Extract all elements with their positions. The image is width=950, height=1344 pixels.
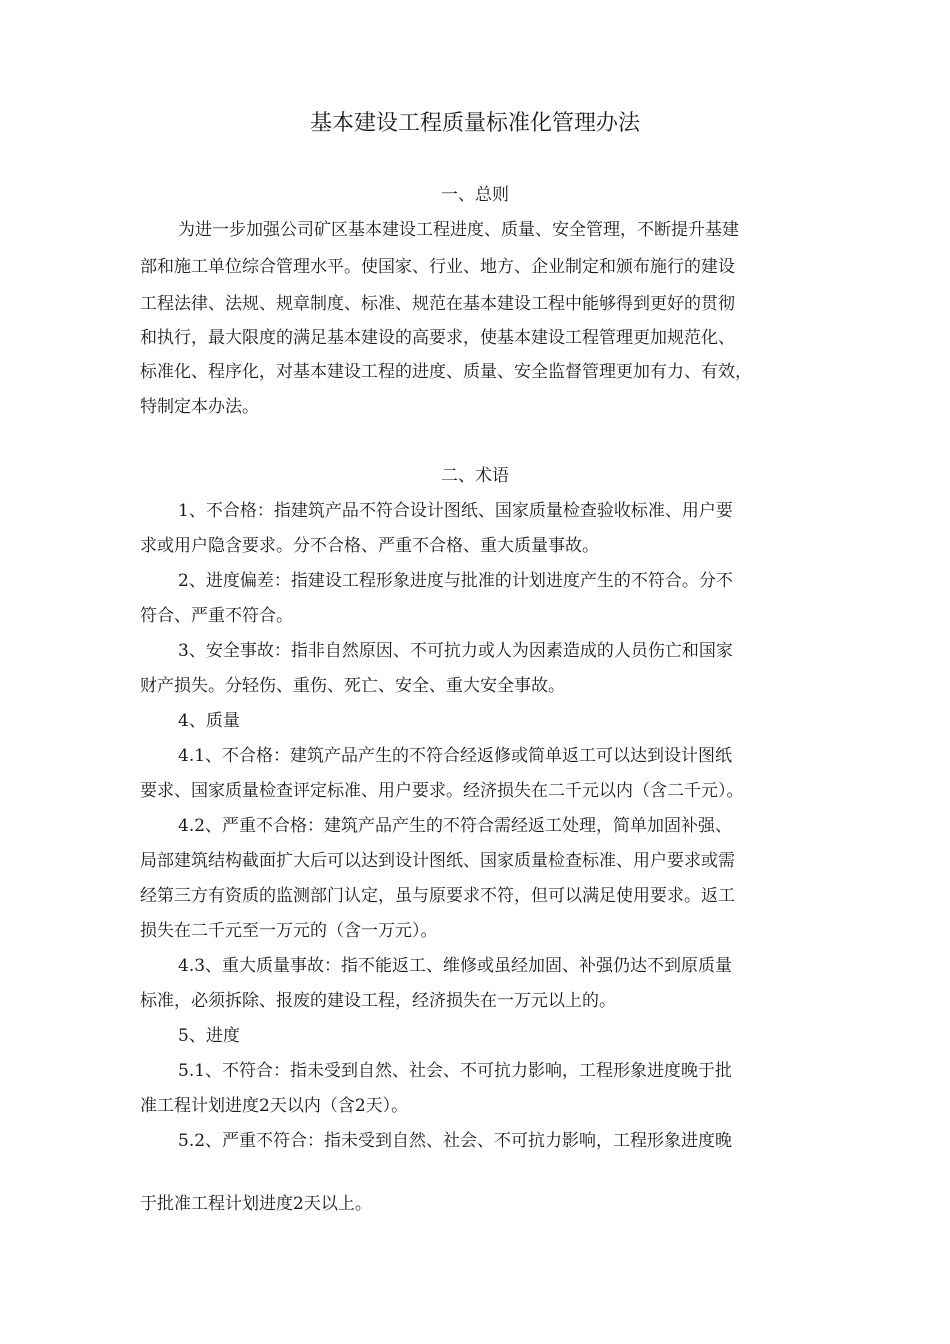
paragraph-line: 财产损失。分轻伤、重伤、死亡、安全、重大安全事故。 xyxy=(140,676,565,696)
section-heading-general: 一、总则 xyxy=(441,185,509,205)
paragraph-line: 标准，必须拆除、报废的建设工程，经济损失在一万元以上的。 xyxy=(140,991,616,1011)
section-heading-terms: 二、术语 xyxy=(441,466,509,486)
paragraph-line: 符合、严重不符合。 xyxy=(140,606,293,626)
paragraph-line: 4.2、严重不合格：建筑产品产生的不符合需经返工处理，简单加固补强、 xyxy=(178,816,733,836)
paragraph-line: 为进一步加强公司矿区基本建设工程进度、质量、安全管理，不断提升基建 xyxy=(178,220,739,240)
paragraph-line: 部和施工单位综合管理水平。使国家、行业、地方、企业制定和颁布施行的建设 xyxy=(140,257,735,277)
paragraph-line: 要求、国家质量检查评定标准、用户要求。经济损失在二千元以内（含二千元）。 xyxy=(140,781,744,801)
paragraph-line: 经第三方有资质的监测部门认定，虽与原要求不符，但可以满足使用要求。返工 xyxy=(140,886,735,906)
paragraph-line: 3、安全事故：指非自然原因、不可抗力或人为因素造成的人员伤亡和国家 xyxy=(178,641,733,661)
paragraph-line: 2、进度偏差：指建设工程形象进度与批准的计划进度产生的不符合。分不 xyxy=(178,571,733,591)
paragraph-line: 求或用户隐含要求。分不合格、严重不合格、重大质量事故。 xyxy=(140,536,599,556)
paragraph-line: 4.3、重大质量事故：指不能返工、维修或虽经加固、补强仍达不到原质量 xyxy=(178,956,733,976)
paragraph-line: 4、质量 xyxy=(178,711,240,731)
paragraph-line: 损失在二千元至一万元的（含一万元）。 xyxy=(140,921,438,941)
paragraph-line: 特制定本办法。 xyxy=(140,397,259,417)
paragraph-line: 准工程计划进度2天以内（含2天）。 xyxy=(140,1096,409,1116)
paragraph-line: 局部建筑结构截面扩大后可以达到设计图纸、国家质量检查标准、用户要求或需 xyxy=(140,851,735,871)
paragraph-line: 5.1、不符合：指未受到自然、社会、不可抗力影响，工程形象进度晚于批 xyxy=(178,1061,733,1081)
paragraph-line: 于批准工程计划进度2天以上。 xyxy=(140,1194,372,1214)
paragraph-line: 1、不合格：指建筑产品不符合设计图纸、国家质量检查验收标准、用户要 xyxy=(178,501,733,521)
paragraph-line: 和执行，最大限度的满足基本建设的高要求，使基本建设工程管理更加规范化、 xyxy=(140,328,735,348)
paragraph-line: 5、进度 xyxy=(178,1026,240,1046)
paragraph-line: 标准化、程序化，对基本建设工程的进度、质量、安全监督管理更加有力、有效， xyxy=(140,362,752,382)
document-title: 基本建设工程质量标准化管理办法 xyxy=(309,111,640,136)
paragraph-line: 5.2、严重不符合：指未受到自然、社会、不可抗力影响，工程形象进度晚 xyxy=(178,1131,733,1151)
paragraph-line: 工程法律、法规、规章制度、标准、规范在基本建设工程中能够得到更好的贯彻 xyxy=(140,294,735,314)
paragraph-line: 4.1、不合格：建筑产品产生的不符合经返修或简单返工可以达到设计图纸 xyxy=(178,746,733,766)
